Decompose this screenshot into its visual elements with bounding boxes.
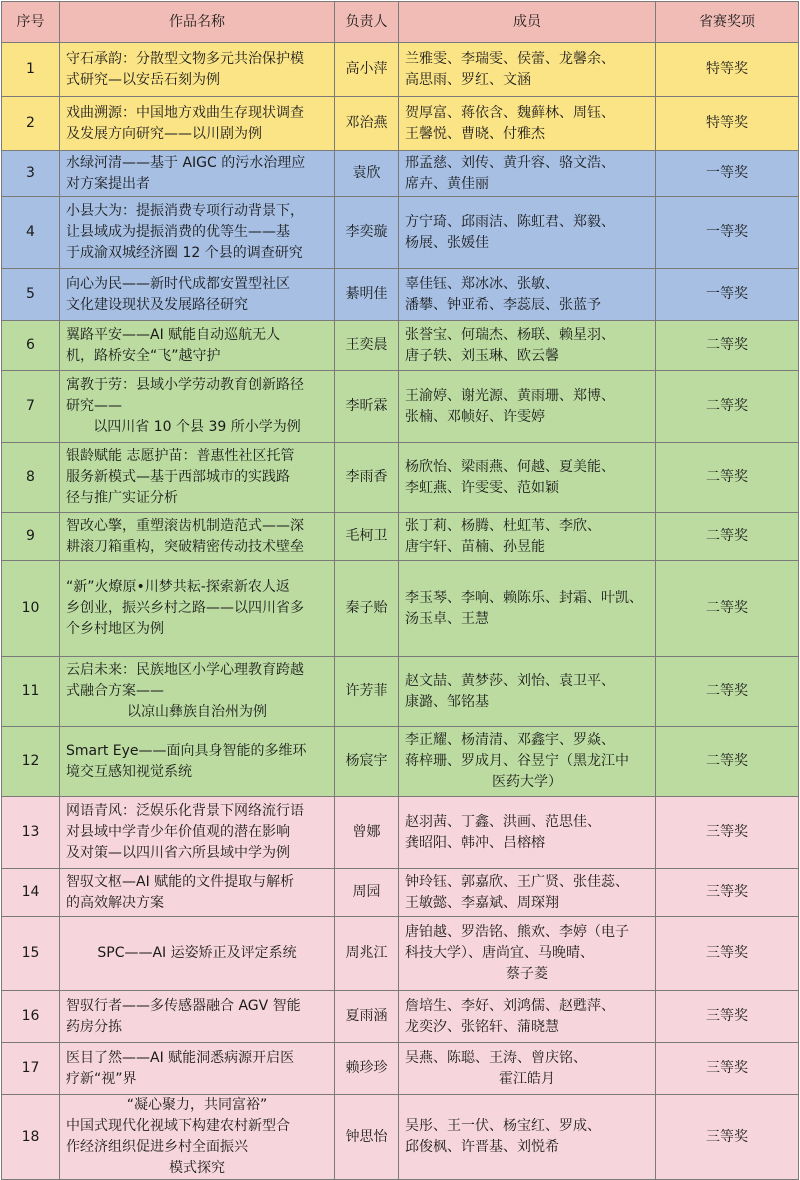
members-line: 邱俊枫、许晋基、刘悦希	[405, 1139, 559, 1155]
members-line: 吴燕、陈聪、王涛、曾庆铭、	[405, 1049, 587, 1066]
members-line: 蔡子菱	[506, 966, 548, 982]
project-name-line: 耕滚刀箱重构，突破精密传动技术壁垒	[66, 538, 304, 555]
members-line: 王渝婷、谢光源、黄雨珊、郑博、	[405, 387, 615, 404]
project-name-line: 智驭行者——多传感器融合 AGV 智能	[66, 997, 301, 1014]
leader-cell: 赖珍珍	[335, 1043, 399, 1095]
project-name-line: 对县域中学青少年价值观的潜在影响	[66, 824, 290, 840]
members-cell	[399, 727, 656, 797]
project-name-line: 疗新“视”界	[66, 1070, 137, 1087]
project-name-cell	[60, 269, 335, 321]
award-cell: 二等奖	[656, 321, 799, 371]
row-index: 8	[2, 443, 60, 513]
award-cell: 三等奖	[656, 1095, 799, 1180]
project-name-cell	[60, 727, 335, 797]
table-row	[2, 197, 799, 269]
members-cell	[399, 561, 656, 657]
project-name-line: 戏曲溯源：中国地方戏曲生存现状调查	[66, 104, 304, 121]
project-name-line: 银龄赋能 志愿护苗：普惠性社区托管	[66, 448, 295, 464]
project-name-cell	[60, 443, 335, 513]
table-row	[2, 657, 799, 727]
leader-cell: 綦明佳	[335, 269, 399, 321]
members-line: 吴彤、王一伏、杨宝红、罗成、	[405, 1118, 601, 1134]
project-name-line: 医目了然——AI 赋能洞悉病源开启医	[66, 1049, 295, 1066]
members-line: 李虹燕、许雯雯、范如颖	[405, 479, 559, 496]
members-line: 钟玲钰、郭嘉欣、王广贤、张佳蕊、	[405, 873, 629, 890]
row-index: 17	[2, 1043, 60, 1095]
leader-cell: 曾娜	[335, 797, 399, 869]
members-line: 王馨悦、曹晓、付雅杰	[405, 125, 545, 142]
row-index: 6	[2, 321, 60, 371]
leader-cell: 李昕霖	[335, 371, 399, 443]
row-index: 18	[2, 1095, 60, 1180]
table-row	[2, 1095, 799, 1180]
members-cell	[399, 917, 656, 991]
award-cell: 三等奖	[656, 991, 799, 1043]
members-line: 高思雨、罗红、文涵	[405, 71, 531, 88]
members-line: 詹培生、李好、刘鸿儒、赵甦萍、	[405, 997, 615, 1014]
table-row	[2, 917, 799, 991]
project-name-line: 服务新模式—基于西部城市的实践路	[66, 469, 290, 485]
leader-cell: 夏雨涵	[335, 991, 399, 1043]
members-cell	[399, 443, 656, 513]
members-cell	[399, 151, 656, 197]
table-row	[2, 151, 799, 197]
leader-cell: 钟思怡	[335, 1095, 399, 1180]
table-row	[2, 321, 799, 371]
project-name-cell	[60, 197, 335, 269]
members-line: 张誉宝、何瑞杰、杨联、赖星羽、	[405, 326, 615, 343]
members-line: 赵文喆、黄梦莎、刘怡、袁卫平、	[405, 672, 615, 689]
award-cell: 二等奖	[656, 727, 799, 797]
members-line: 龚昭阳、韩冲、吕榕榕	[405, 834, 545, 851]
row-index: 2	[2, 97, 60, 151]
project-name-line: 药房分拣	[66, 1018, 122, 1035]
row-index: 7	[2, 371, 60, 443]
project-name-cell	[60, 151, 335, 197]
leader-cell: 杨宸宇	[335, 727, 399, 797]
project-name-line: 作经济组织促进乡村全面振兴	[66, 1139, 248, 1155]
leader-cell: 王奕晨	[335, 321, 399, 371]
table-row	[2, 797, 799, 869]
members-line: 赵羽茜、丁鑫、洪画、范思佳、	[405, 813, 601, 830]
leader-cell: 毛柯卫	[335, 513, 399, 561]
table-row	[2, 1043, 799, 1095]
header-index: 序号	[2, 2, 60, 43]
project-name-line: Smart Eye——面向具身智能的多维环	[66, 742, 307, 759]
project-name-cell	[60, 797, 335, 869]
members-cell	[399, 1043, 656, 1095]
project-name-line: 于成渝双城经济圈 12 个县的调查研究	[66, 245, 303, 261]
project-name-line: 式研究—以安岳石刻为例	[66, 71, 220, 88]
members-line: 霍江皓月	[499, 1070, 555, 1087]
members-line: 王敏懿、李嘉斌、周琛翔	[405, 894, 559, 911]
project-name-line: 让县域成为提振消费的优等生——基	[66, 224, 290, 240]
project-name-line: 翼路平安——AI 赋能自动巡航无人	[66, 326, 281, 343]
leader-cell: 许芳菲	[335, 657, 399, 727]
table-body	[2, 43, 799, 1180]
award-cell: 二等奖	[656, 371, 799, 443]
awards-table	[1, 1, 799, 1180]
table-row	[2, 991, 799, 1043]
members-line: 唐子轶、刘玉琳、欧云馨	[405, 347, 559, 364]
members-line: 辜佳钰、郑冰冰、张敏、	[405, 275, 559, 292]
table-row	[2, 443, 799, 513]
table-row	[2, 513, 799, 561]
award-cell: 一等奖	[656, 269, 799, 321]
members-line: 贺厚富、蒋依含、魏藓林、周钰、	[405, 104, 615, 121]
award-cell: 二等奖	[656, 513, 799, 561]
project-name-line: 及发展方向研究——以川剧为例	[66, 125, 262, 142]
row-index: 16	[2, 991, 60, 1043]
header-leader: 负责人	[335, 2, 399, 43]
row-index: 3	[2, 151, 60, 197]
project-name-line: 的高效解决方案	[66, 894, 164, 911]
award-cell: 特等奖	[656, 97, 799, 151]
project-name-cell	[60, 1043, 335, 1095]
award-cell: 一等奖	[656, 151, 799, 197]
project-name-cell	[60, 561, 335, 657]
table-row	[2, 869, 799, 917]
leader-cell: 周园	[335, 869, 399, 917]
table-row	[2, 561, 799, 657]
members-cell	[399, 869, 656, 917]
project-name-line: 智驭文枢—AI 赋能的文件提取与解析	[66, 873, 295, 890]
header-project-name: 作品名称	[60, 2, 335, 43]
project-name-cell	[60, 513, 335, 561]
members-line: 唐铂越、罗浩铭、熊欢、李婷（电子	[405, 924, 629, 940]
project-name-line: 模式探究	[169, 1160, 225, 1176]
members-cell	[399, 197, 656, 269]
project-name-line: 守石承韵：分散型文物多元共治保护模	[66, 50, 304, 67]
table-row	[2, 43, 799, 97]
members-line: 张楠、邓帧好、许雯婷	[405, 408, 545, 425]
project-name-line: 中国式现代化视域下构建农村新型合	[66, 1118, 290, 1134]
row-index: 4	[2, 197, 60, 269]
project-name-line: “新”火燎原•川梦共耘-探索新农人返	[66, 579, 290, 595]
project-name-line: 以四川省 10 个县 39 所小学为例	[93, 419, 301, 435]
project-name-cell	[60, 869, 335, 917]
project-name-cell	[60, 917, 335, 991]
project-name-line: 以凉山彝族自治州为例	[127, 704, 267, 720]
project-name-line: 及对策—以四川省六所县域中学为例	[66, 845, 290, 861]
members-line: 龙奕汐、张铭轩、蒲晓慧	[405, 1018, 559, 1035]
award-cell: 三等奖	[656, 1043, 799, 1095]
award-cell: 二等奖	[656, 657, 799, 727]
members-cell	[399, 991, 656, 1043]
row-index: 12	[2, 727, 60, 797]
award-cell: 三等奖	[656, 869, 799, 917]
members-line: 方宁琦、邱雨洁、陈虹君、郑毅、	[405, 213, 615, 230]
leader-cell: 邓治燕	[335, 97, 399, 151]
leader-cell: 李奕璇	[335, 197, 399, 269]
row-index: 15	[2, 917, 60, 991]
members-line: 蒋梓珊、罗成月、谷昱宁（黑龙江中	[405, 753, 629, 769]
table-row	[2, 371, 799, 443]
members-cell	[399, 43, 656, 97]
project-name-cell	[60, 657, 335, 727]
table-row	[2, 269, 799, 321]
project-name-line: 向心为民——新时代成都安置型社区	[66, 275, 290, 292]
project-name-line: 个乡村地区为例	[66, 621, 164, 637]
row-index: 5	[2, 269, 60, 321]
row-index: 14	[2, 869, 60, 917]
members-line: 李玉琴、李响、赖陈乐、封霜、叶凯、	[405, 589, 643, 606]
members-line: 汤玉卓、王慧	[405, 610, 489, 627]
project-name-line: 小县大为：提振消费专项行动背景下，	[66, 203, 304, 219]
leader-cell: 高小萍	[335, 43, 399, 97]
project-name-cell	[60, 991, 335, 1043]
project-name-line: “凝心聚力，共同富裕”	[126, 1097, 268, 1113]
project-name-cell	[60, 1095, 335, 1180]
award-cell: 二等奖	[656, 443, 799, 513]
row-index: 1	[2, 43, 60, 97]
leader-cell: 秦子贻	[335, 561, 399, 657]
members-cell	[399, 657, 656, 727]
members-line: 医药大学）	[492, 774, 562, 790]
row-index: 13	[2, 797, 60, 869]
project-name-line: 径与推广实证分析	[66, 490, 178, 506]
project-name-line: 寓教于劳：县域小学劳动教育创新路径	[66, 377, 304, 393]
header-row	[2, 2, 799, 43]
project-name-line: 式融合方案——	[66, 683, 164, 699]
leader-cell: 周兆江	[335, 917, 399, 991]
project-name-line: 境交互感知视觉系统	[66, 763, 192, 780]
project-name-cell	[60, 371, 335, 443]
members-line: 唐宇轩、苗楠、孙昱能	[405, 538, 545, 555]
members-line: 潘攀、钟亚希、李蕊辰、张蓝予	[405, 296, 601, 313]
members-cell	[399, 321, 656, 371]
members-line: 李正耀、杨清清、邓鑫宇、罗焱、	[405, 732, 615, 748]
members-cell	[399, 1095, 656, 1180]
award-cell: 二等奖	[656, 561, 799, 657]
project-name-line: 智改心擎，重塑滚齿机制造范式——深	[66, 517, 304, 534]
award-cell: 一等奖	[656, 197, 799, 269]
members-cell	[399, 97, 656, 151]
table-row	[2, 727, 799, 797]
members-cell	[399, 513, 656, 561]
award-cell: 特等奖	[656, 43, 799, 97]
project-name-line: 水绿河清——基于 AIGC 的污水治理应	[66, 154, 306, 171]
row-index: 9	[2, 513, 60, 561]
project-name-cell	[60, 97, 335, 151]
leader-cell: 袁欣	[335, 151, 399, 197]
project-name-cell	[60, 321, 335, 371]
award-cell: 三等奖	[656, 797, 799, 869]
members-line: 张丁莉、杨腾、杜虹苇、李欣、	[405, 517, 601, 534]
project-name-line: 乡创业，振兴乡村之路——以四川省多	[66, 600, 304, 616]
project-name-line: 研究——	[66, 398, 122, 414]
project-name-line: 网语青风：泛娱乐化背景下网络流行语	[66, 803, 304, 819]
project-name-line: 云启未来：民族地区小学心理教育跨越	[66, 662, 304, 678]
row-index: 10	[2, 561, 60, 657]
members-line: 康潞、邹铭基	[405, 693, 489, 710]
members-line: 邢孟慈、刘传、黄升容、骆文浩、	[405, 154, 615, 171]
header-members: 成员	[399, 2, 656, 43]
header-award: 省赛奖项	[656, 2, 799, 43]
table-row	[2, 97, 799, 151]
award-cell: 三等奖	[656, 917, 799, 991]
project-name-cell	[60, 43, 335, 97]
project-name-line: 对方案提出者	[66, 175, 150, 192]
members-line: 杨欣怡、梁雨燕、何越、夏美能、	[405, 458, 615, 475]
members-cell	[399, 797, 656, 869]
members-cell	[399, 269, 656, 321]
members-line: 兰雅雯、李瑞雯、侯蕾、龙馨余、	[405, 50, 615, 67]
project-name-line: 文化建设现状及发展路径研究	[66, 296, 248, 313]
project-name-line: SPC——AI 运姿矫正及评定系统	[97, 945, 297, 961]
members-line: 席卉、黄佳丽	[405, 175, 489, 192]
project-name-line: 机，路桥安全“飞”越守护	[66, 347, 221, 364]
leader-cell: 李雨香	[335, 443, 399, 513]
members-cell	[399, 371, 656, 443]
row-index: 11	[2, 657, 60, 727]
members-line: 杨展、张媛佳	[405, 234, 489, 251]
members-line: 科技大学）、唐尚宜、马晚晴、	[405, 945, 594, 961]
